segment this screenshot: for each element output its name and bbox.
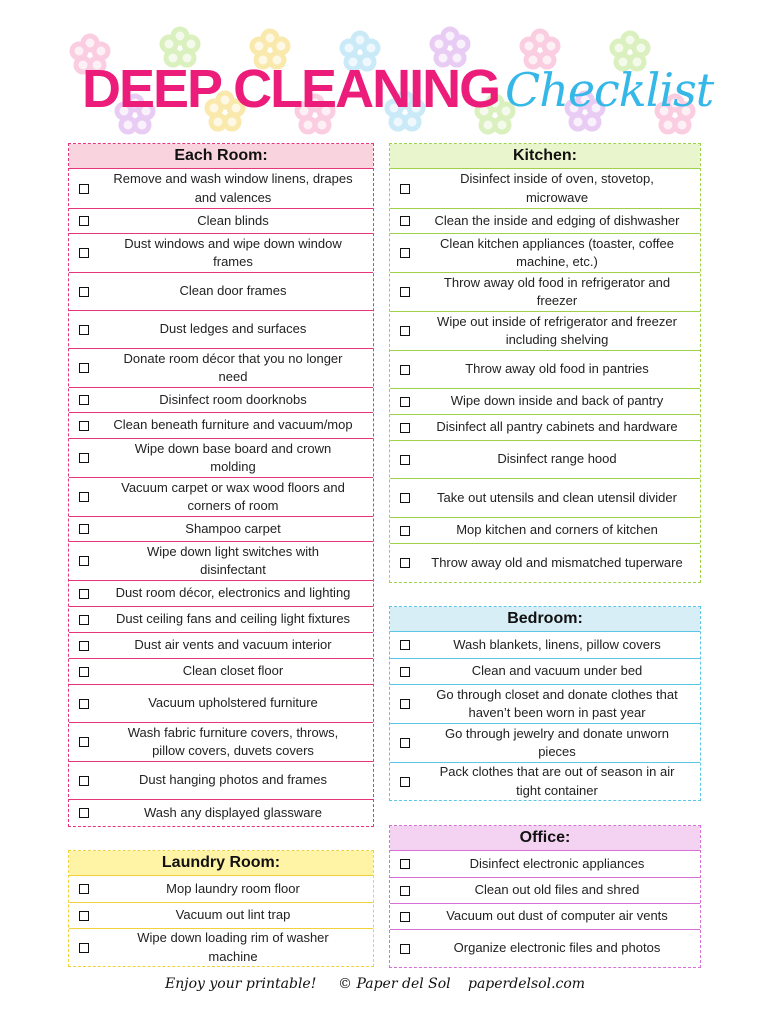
checkbox-square-icon [79, 421, 89, 431]
checklist-item-line: frames [213, 254, 253, 269]
checklist-item-text [99, 170, 373, 207]
checklist-item[interactable] [390, 350, 700, 388]
checklist-item-text [99, 880, 373, 899]
checklist-item-line: Go through closet and donate clothes that [436, 686, 678, 702]
checklist-item-text [420, 939, 700, 958]
checkbox[interactable] [390, 455, 420, 465]
checklist-item[interactable] [390, 543, 700, 582]
checklist-item[interactable] [390, 478, 700, 517]
checkbox[interactable] [69, 556, 99, 566]
each-room-section [68, 143, 374, 827]
kitchen-section [389, 143, 701, 583]
title-main-text: DEEP CLEANING [82, 59, 500, 119]
checklist-item[interactable] [390, 388, 700, 414]
checklist-item[interactable] [69, 272, 373, 310]
checklist-item-text [420, 418, 700, 437]
checkbox[interactable] [390, 423, 420, 433]
checklist-item[interactable] [390, 658, 700, 684]
checkbox[interactable] [69, 615, 99, 625]
checklist-item-line: Wipe down loading rim of washer [137, 930, 329, 945]
checkbox-square-icon [400, 558, 410, 568]
checkbox[interactable] [390, 216, 420, 226]
checkbox-square-icon [400, 886, 410, 896]
checkbox[interactable] [69, 325, 99, 335]
checkbox[interactable] [390, 248, 420, 258]
section-heading: Laundry Room: [69, 851, 373, 876]
checklist-item-line: Wash any displayed glassware [144, 804, 322, 820]
checklist-item-text [99, 543, 373, 580]
checkbox-square-icon [79, 776, 89, 786]
checklist-item-text [420, 855, 700, 874]
checklist-item[interactable] [69, 632, 373, 658]
checklist-item-line: Organize electronic files and photos [453, 940, 661, 956]
checklist-item-text [420, 450, 700, 469]
checklist-item[interactable] [69, 606, 373, 632]
checkbox-square-icon [79, 363, 89, 373]
checklist-item-line: Wipe down base board and crown [134, 440, 332, 456]
checklist-item[interactable] [390, 169, 700, 208]
checkbox[interactable] [69, 737, 99, 747]
checkbox-square-icon [79, 667, 89, 677]
laundry-room-section [68, 850, 374, 967]
checkbox[interactable] [390, 667, 420, 677]
checklist-item-text [99, 906, 373, 925]
checklist-item-text [99, 212, 373, 231]
checkbox-square-icon [400, 526, 410, 536]
checkbox-square-icon [79, 248, 89, 258]
checklist-item-line: Clean blinds [197, 212, 269, 228]
checkbox-square-icon [400, 699, 410, 709]
checklist-item[interactable] [390, 208, 700, 233]
checklist-item[interactable] [69, 310, 373, 348]
checkbox-square-icon [79, 641, 89, 651]
checklist-item-line: Throw away old and mismatched tuperware [431, 554, 683, 570]
checkbox-square-icon [79, 556, 89, 566]
office-section [389, 825, 701, 968]
checklist-item-line: Clean the inside and edging of dishwasher [434, 212, 680, 228]
checkbox-square-icon [79, 737, 89, 747]
checklist-item-text [99, 584, 373, 603]
section-heading: Kitchen: [390, 144, 700, 169]
checklist-item-text [420, 881, 700, 900]
checkbox-square-icon [400, 667, 410, 677]
checklist-item-text [99, 440, 373, 477]
checkbox-square-icon [79, 589, 89, 599]
checklist-item[interactable] [69, 799, 373, 826]
checklist-item-text [99, 520, 373, 539]
checkbox[interactable] [69, 699, 99, 709]
checkbox[interactable] [69, 589, 99, 599]
checkbox[interactable] [390, 640, 420, 650]
checklist-item[interactable] [69, 876, 373, 902]
checklist-item-line: machine [208, 948, 258, 964]
checklist-item-text [99, 662, 373, 681]
footer-enjoy-text: Enjoy your printable! [165, 976, 317, 992]
checklist-item-line: Dust hanging photos and frames [139, 772, 327, 788]
checklist-item[interactable] [390, 877, 700, 903]
checklist-item-line: microwave [525, 189, 589, 205]
checklist-item-line: Clean door frames [179, 283, 287, 299]
checklist-item-text [420, 636, 700, 655]
checklist-item[interactable] [69, 348, 373, 387]
checkbox[interactable] [69, 667, 99, 677]
checkbox-square-icon [79, 287, 89, 297]
checkbox[interactable] [69, 524, 99, 534]
checklist-item[interactable] [390, 632, 700, 658]
checklist-item[interactable] [390, 903, 700, 929]
checklist-item-line: Dust air vents and vacuum interior [134, 637, 332, 653]
checklist-item-line: Dust windows and wipe down window [124, 235, 342, 251]
checklist-item-line: machine, etc.) [516, 254, 598, 269]
checkbox[interactable] [390, 365, 420, 375]
checklist-item-text [420, 170, 700, 207]
checklist-item[interactable] [390, 414, 700, 440]
checklist-item-line: molding [210, 459, 256, 474]
title-script-text: Checklist [505, 63, 714, 117]
checklist-item-line: Clean beneath furniture and vacuum/mop [113, 417, 353, 433]
checklist-item-line: Remove and wash window linens, drapes [113, 171, 353, 186]
checklist-item[interactable] [390, 517, 700, 543]
checkbox[interactable] [69, 911, 99, 921]
checkbox[interactable] [69, 184, 99, 194]
checklist-item-line: Clean out old files and shred [474, 882, 640, 898]
checkbox-square-icon [79, 395, 89, 405]
checkbox-square-icon [79, 699, 89, 709]
checklist-item-text [420, 554, 700, 573]
checklist-item-line: corners of room [187, 498, 279, 513]
checklist-item[interactable] [390, 723, 700, 762]
checklist-item-text [420, 763, 700, 800]
checklist-item-text [99, 610, 373, 629]
checklist-item-line: Donate room décor that you no longer [123, 350, 343, 366]
checklist-item[interactable] [390, 311, 700, 350]
checkbox[interactable] [69, 453, 99, 463]
checklist-item-text [99, 391, 373, 410]
checkbox[interactable] [390, 287, 420, 297]
checkbox[interactable] [69, 943, 99, 953]
checklist-item-text [420, 907, 700, 926]
checkbox-square-icon [79, 492, 89, 502]
footer [0, 970, 768, 1000]
checklist-item-line: freezer [536, 293, 578, 308]
checkbox-square-icon [400, 423, 410, 433]
checklist-item-line: Dust room décor, electronics and lighting [115, 585, 351, 601]
checkbox-square-icon [79, 911, 89, 921]
checklist-item[interactable] [69, 761, 373, 799]
checklist-item-line: Throw away old food in pantries [465, 361, 649, 377]
checklist-item-text [99, 282, 373, 301]
checkbox-square-icon [400, 326, 410, 336]
bedroom-section [389, 606, 701, 801]
checkbox-square-icon [79, 943, 89, 953]
checklist-item-text [420, 360, 700, 379]
checklist-item-line: Vacuum upholstered furniture [148, 695, 318, 711]
checklist-item-text [420, 235, 700, 272]
checklist-item-line: Wipe out inside of refrigerator and freezer [437, 313, 677, 329]
checklist-item[interactable] [390, 851, 700, 877]
checkbox-square-icon [400, 365, 410, 375]
checklist-item-line: Wash fabric furniture covers, throws, [127, 724, 339, 740]
checklist-item-text [420, 274, 700, 311]
checkbox[interactable] [69, 248, 99, 258]
checklist-item-text [99, 479, 373, 516]
checklist-item-line: Dust ceiling fans and ceiling light fixtures [115, 611, 351, 627]
checklist-item-line: need [218, 369, 248, 384]
checkbox[interactable] [390, 526, 420, 536]
checklist-item[interactable] [69, 477, 373, 516]
checklist-item[interactable] [69, 902, 373, 928]
checklist-item-line: Wash blankets, linens, pillow covers [453, 636, 661, 652]
checklist-item[interactable] [69, 208, 373, 233]
checklist-item-line: Vacuum out dust of computer air vents [446, 908, 668, 924]
checklist-item-text [99, 929, 373, 966]
checklist-item-text [99, 694, 373, 713]
checklist-item-text [99, 235, 373, 272]
checkbox-square-icon [79, 615, 89, 625]
section-heading: Office: [390, 826, 700, 851]
checklist-item[interactable] [69, 684, 373, 722]
checklist-item-line: Clean closet floor [182, 663, 284, 679]
checklist-item-text [99, 771, 373, 790]
checkbox[interactable] [69, 216, 99, 226]
checkbox[interactable] [69, 363, 99, 373]
checkbox[interactable] [69, 395, 99, 405]
checklist-item-line: disinfectant [200, 562, 266, 577]
checklist-item-line: haven’t been worn in past year [468, 705, 646, 720]
checklist-item-line: Throw away old food in refrigerator and [443, 274, 671, 290]
checklist-item[interactable] [69, 233, 373, 272]
checkbox-square-icon [79, 524, 89, 534]
checklist-item[interactable] [390, 440, 700, 478]
checklist-item[interactable] [390, 233, 700, 272]
checkbox[interactable] [69, 287, 99, 297]
checklist-item-line: Shampoo carpet [185, 520, 281, 536]
checkbox[interactable] [390, 944, 420, 954]
checkbox-square-icon [400, 287, 410, 297]
checklist-item-text [99, 320, 373, 339]
checklist-item-line: pillow covers, duvets covers [152, 743, 314, 758]
checkbox[interactable] [390, 326, 420, 336]
checklist-item[interactable] [69, 516, 373, 541]
checkbox[interactable] [390, 859, 420, 869]
checkbox-square-icon [400, 216, 410, 226]
checkbox-square-icon [79, 184, 89, 194]
checkbox[interactable] [390, 493, 420, 503]
checkbox-square-icon [79, 884, 89, 894]
checklist-item[interactable] [390, 272, 700, 311]
checklist-item-text [99, 636, 373, 655]
checkbox-square-icon [400, 493, 410, 503]
checklist-item-text [99, 724, 373, 761]
checklist-item-text [99, 804, 373, 823]
checklist-item-line: pieces [538, 744, 576, 759]
checklist-item-text [99, 416, 373, 435]
checklist-item-text [420, 521, 700, 540]
checkbox-square-icon [400, 455, 410, 465]
checkbox[interactable] [390, 886, 420, 896]
checkbox[interactable] [69, 808, 99, 818]
checklist-item-line: Vacuum carpet or wax wood floors and [121, 479, 345, 495]
checklist-item[interactable] [69, 169, 373, 208]
checkbox[interactable] [390, 738, 420, 748]
checklist-item-line: Take out utensils and clean utensil divider [437, 489, 677, 505]
checklist-item-line: tight container [516, 782, 598, 798]
checkbox-square-icon [400, 912, 410, 922]
checklist-item-line: Wipe down inside and back of pantry [450, 393, 664, 409]
checklist-item[interactable] [69, 658, 373, 684]
checklist-item[interactable] [69, 580, 373, 606]
checklist-item-line: Pack clothes that are out of season in air [439, 764, 675, 779]
checkbox-square-icon [400, 859, 410, 869]
checkbox-square-icon [400, 184, 410, 194]
checklist-item-text [420, 392, 700, 411]
checkbox-square-icon [79, 216, 89, 226]
checkbox[interactable] [69, 776, 99, 786]
checklist-item-line: Clean and vacuum under bed [471, 663, 643, 679]
checklist-item-text [420, 725, 700, 762]
checklist-item-line: Disinfect room doorknobs [159, 391, 307, 407]
checkbox[interactable] [69, 884, 99, 894]
checklist-item-text [420, 686, 700, 723]
checkbox-square-icon [400, 777, 410, 787]
checklist-item-line: Wipe down light switches with [147, 543, 319, 559]
checklist-item[interactable] [69, 438, 373, 477]
checklist-item-line: and valences [194, 189, 272, 205]
checklist-item[interactable] [69, 722, 373, 761]
checklist-item-line: Go through jewelry and donate unworn [444, 725, 670, 741]
checkbox-square-icon [400, 944, 410, 954]
checkbox[interactable] [390, 397, 420, 407]
checkbox[interactable] [390, 184, 420, 194]
checklist-item-text [99, 350, 373, 387]
page-title [0, 52, 768, 132]
checkbox[interactable] [69, 421, 99, 431]
checklist-item-text [420, 489, 700, 508]
checklist-item-line: Dust ledges and surfaces [159, 321, 307, 337]
section-heading: Bedroom: [390, 607, 700, 632]
checklist-item-line: Disinfect all pantry cabinets and hardware [436, 419, 678, 435]
checklist-item-line: Clean kitchen appliances (toaster, coffee [440, 235, 674, 251]
checkbox[interactable] [69, 492, 99, 502]
checklist-item-line: Disinfect range hood [497, 451, 617, 467]
checklist-item-line: including shelving [505, 332, 609, 347]
footer-url[interactable]: paperdelsol.com [468, 976, 586, 992]
checklist-item[interactable] [69, 387, 373, 412]
checkbox-square-icon [400, 640, 410, 650]
checklist-item-line: Disinfect electronic appliances [469, 855, 645, 871]
checkbox-square-icon [79, 808, 89, 818]
checklist-item-line: Mop laundry room floor [166, 880, 300, 896]
checkbox-square-icon [400, 397, 410, 407]
checklist-item-text [420, 212, 700, 231]
checkbox-square-icon [400, 738, 410, 748]
checkbox[interactable] [390, 699, 420, 709]
checklist-item[interactable] [390, 929, 700, 967]
checklist-item-text [420, 313, 700, 350]
checkbox[interactable] [390, 558, 420, 568]
checklist-item-line: Disinfect inside of oven, stovetop, [460, 171, 654, 186]
checkbox-square-icon [400, 248, 410, 258]
checklist-item[interactable] [390, 762, 700, 800]
footer-copyright: © Paper del Sol [338, 976, 451, 992]
checkbox[interactable] [69, 641, 99, 651]
checkbox-square-icon [79, 325, 89, 335]
checklist-item[interactable] [69, 928, 373, 966]
checklist-item[interactable] [69, 412, 373, 438]
checkbox-square-icon [79, 453, 89, 463]
checklist-item-line: Vacuum out lint trap [175, 907, 291, 923]
checklist-item-text [420, 662, 700, 681]
checklist-item[interactable] [390, 684, 700, 723]
checkbox[interactable] [390, 912, 420, 922]
checkbox[interactable] [390, 777, 420, 787]
section-heading: Each Room: [69, 144, 373, 169]
checklist-item-line: Mop kitchen and corners of kitchen [456, 522, 658, 538]
checklist-item[interactable] [69, 541, 373, 580]
